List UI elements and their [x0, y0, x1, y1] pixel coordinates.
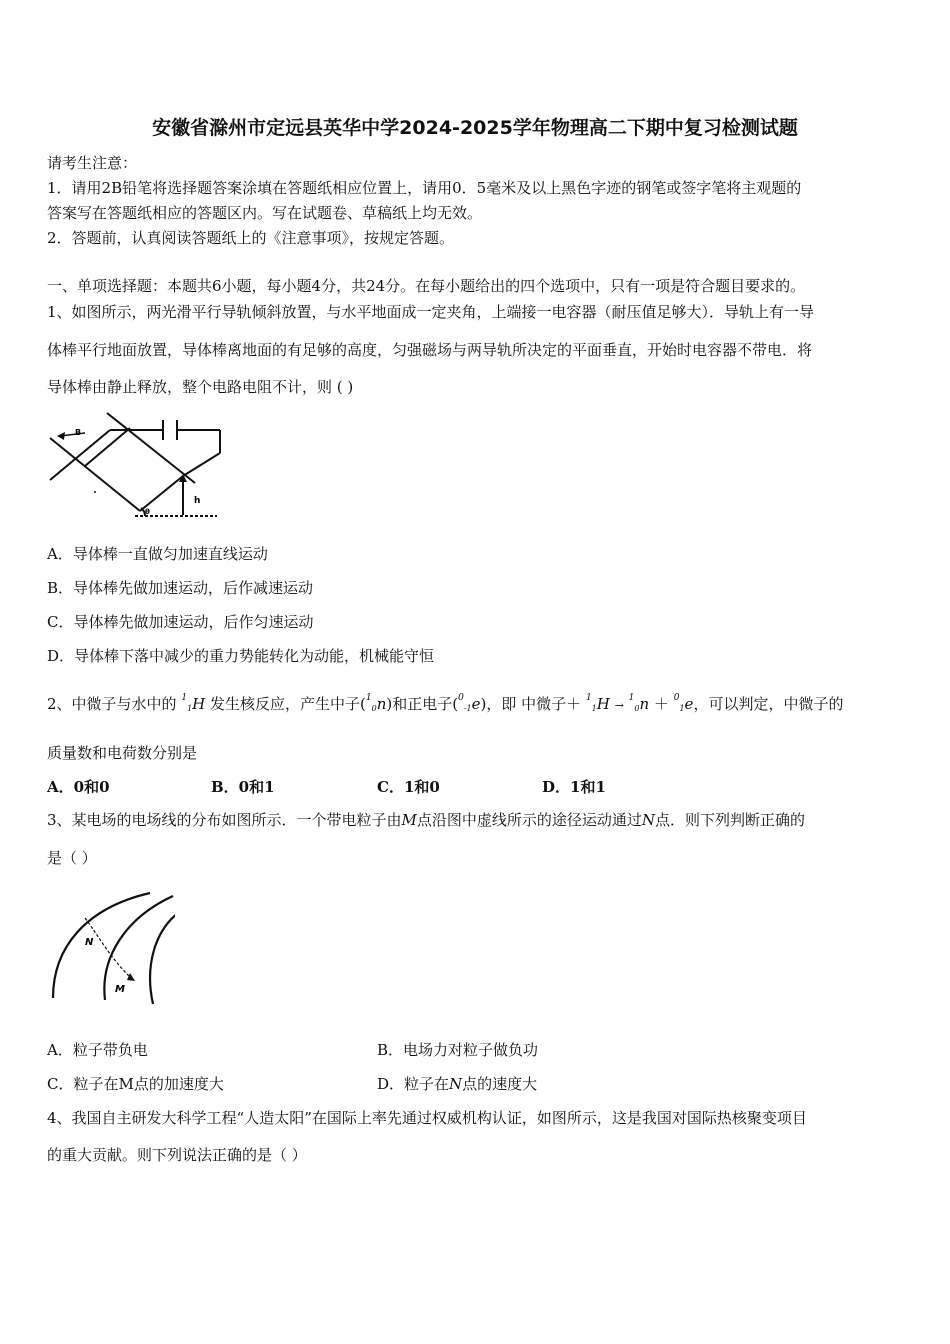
q3-option-d-point-n: N [449, 1075, 463, 1093]
q2-text-part-2: 发生核反应，产生中子( [210, 695, 366, 713]
q2-option-d: D．1和1 [542, 778, 606, 796]
q1-option-c: C．导体棒先做加速运动，后作匀速运动 [47, 613, 314, 631]
q3-figure-label-m: M [115, 984, 125, 995]
q3-line-1 [47, 810, 805, 830]
q2-option-b: B．0和1 [211, 778, 275, 796]
q1-line-1: 1、如图所示，两光滑平行导轨倾斜放置，与水平地面成一定夹角，上端接一电容器（耐压值足够大）．导轨上有一导 [47, 303, 815, 321]
q3-option-b: B．电场力对粒子做负功 [377, 1041, 539, 1059]
reaction-plus: ＋ [653, 695, 669, 713]
q2-text-part-1: 2、中微子与水中的 [47, 695, 177, 713]
q3-electric-field-figure [45, 888, 175, 1008]
notice-line-3: 2．答题前，认真阅读答题纸上的《注意事项》，按规定答题。 [47, 229, 455, 247]
q3-option-d-text-b: 点的速度大 [462, 1075, 538, 1093]
page-title: 安徽省滁州市定远县英华中学2024-2025学年物理高二下期中复习检测试题 [152, 117, 798, 139]
q1-line-3: 导体棒由静止释放，整个电路电阻不计，则 ( ) [47, 378, 354, 396]
reaction-hydrogen-symbol: $^1$1H [585, 693, 610, 713]
q1-option-b: B．导体棒先做加速运动，后作减速运动 [47, 579, 314, 597]
q3-text-a: 3、某电场的电场线的分布如图所示．一个带电粒子由 [47, 811, 402, 829]
q3-line-2: 是（ ） [47, 849, 97, 867]
q2-text-part-7: ，可以判定，中微子的 [693, 695, 844, 713]
q1-option-d: D．导体棒下落中减少的重力势能转化为动能，机械能守恒 [47, 647, 435, 665]
q2-option-a: A．0和0 [47, 778, 110, 796]
q3-text-c: 点．则下列判断正确的 [655, 811, 806, 829]
q1-option-a: A．导体棒一直做匀加速直线运动 [47, 545, 268, 563]
q2-text-part-3: )和正电子( [386, 695, 459, 713]
q2-line-2: 质量数和电荷数分别是 [47, 744, 198, 762]
q3-point-n: N [641, 811, 656, 829]
notice-line-2: 答案写在答题纸相应的答题区内。写在试题卷、草稿纸上均无效。 [47, 204, 483, 222]
q3-point-m: M [401, 811, 417, 829]
q3-figure-label-n: N [85, 937, 94, 948]
q3-option-d [377, 1074, 537, 1094]
q3-option-d-text-a: D．粒子在 [377, 1075, 450, 1093]
hydrogen-nucleus-symbol: $^1$1H [181, 693, 206, 713]
q2-text-part-4: )，即 中微子＋ [480, 695, 582, 713]
notice-heading: 请考生注意： [47, 154, 138, 172]
q1-figure-label-b: B [75, 428, 82, 437]
q1-figure-label-angle: θ [145, 508, 150, 516]
reaction-arrow: → [614, 699, 624, 712]
q2-line-1 [47, 694, 843, 717]
q3-option-a: A．粒子带负电 [47, 1041, 148, 1059]
q4-line-2: 的重大贡献。则下列说法正确的是（ ） [47, 1146, 307, 1164]
q1-figure-label-h: h [194, 496, 201, 506]
section-1-heading: 一、单项选择题：本题共6小题，每小题4分，共24分。在每小题给出的四个选项中，只有一项是符合题目要求的。 [47, 277, 806, 295]
q1-line-2: 体棒平行地面放置，导体棒离地面的有足够的高度，匀强磁场与两导轨所决定的平面垂直，开始时电容器不带电．将 [47, 341, 813, 359]
q1-incline-rail-figure [45, 408, 225, 523]
neutron-symbol: $^1$0n [365, 693, 387, 713]
q3-text-b: 点沿图中虚线所示的途径运动通过 [416, 811, 642, 829]
positron-symbol: $^0$-1e [458, 693, 481, 713]
q3-option-c: C．粒子在M点的加速度大 [47, 1075, 224, 1093]
reaction-positron-symbol: $^0$1e [673, 693, 694, 713]
reaction-neutron-symbol: $^1$0n [628, 693, 650, 713]
notice-line-1: 1．请用2B铅笔将选择题答案涂填在答题纸相应位置上，请用0．5毫米及以上黑色字迹的钢笔或签字笔将主观题的 [47, 179, 802, 197]
q4-line-1: 4、我国自主研发大科学工程“人造太阳”在国际上率先通过权威机构认证，如图所示，这是我国对国际热核聚变项目 [47, 1109, 807, 1127]
q2-option-c: C．1和0 [377, 778, 440, 796]
